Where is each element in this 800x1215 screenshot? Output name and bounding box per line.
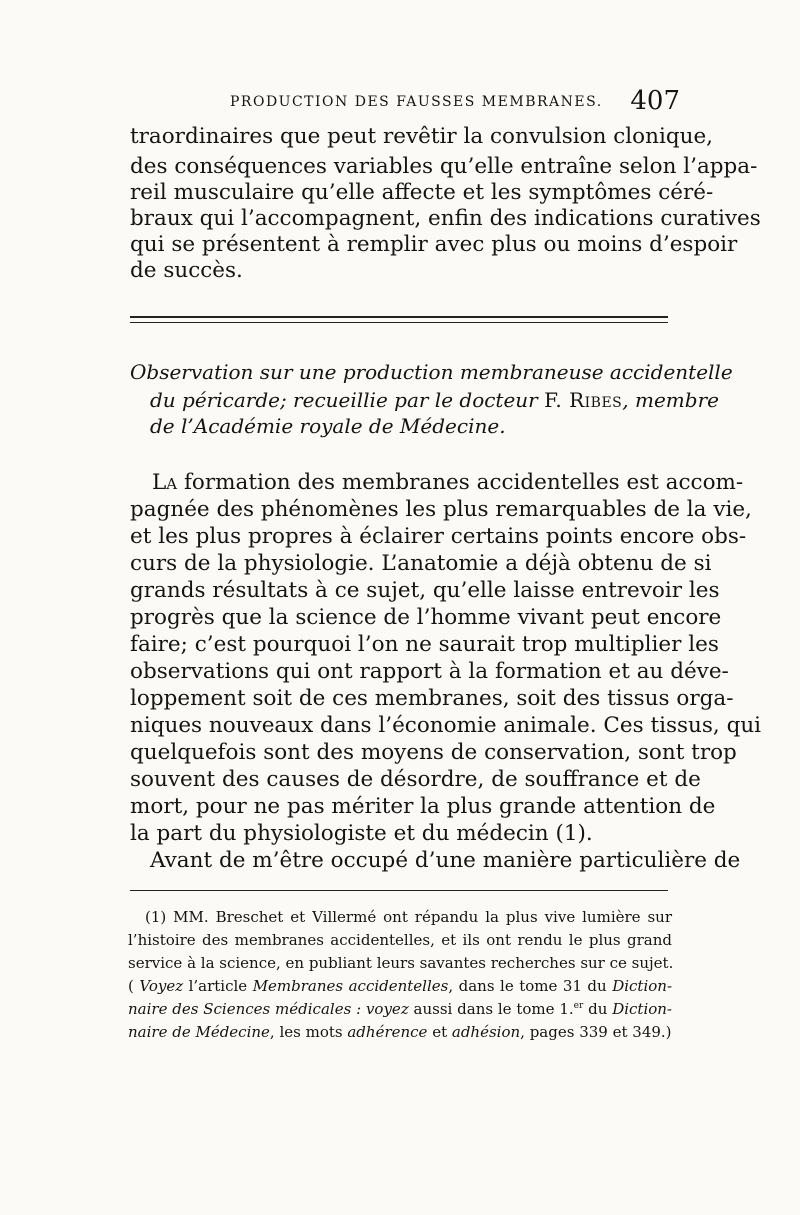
opening-word: La [152,470,178,495]
body-line: grands résultats à ce sujet, qu’elle laisse entrevoir les [130,578,720,603]
footnote-italic: Voyez [139,977,184,995]
footnote-line: service à la science, en publiant leurs savantes recherches sur ce sujet. [128,954,674,972]
body-first-line [152,470,744,495]
section-rule-thin [130,322,668,323]
page-number: 407 [630,86,680,116]
article-title-line: Observation sur une production membraneuse accidentelle [130,360,733,384]
previous-paragraph-line: des conséquences variables qu’elle entraîne selon l’appa- [130,154,758,179]
footnote-text: , les mots [269,1023,348,1041]
body-line: mort, pour ne pas mériter la plus grande attention de [130,794,716,819]
footnote-line [128,1000,672,1018]
footnote-italic: Membranes accidentelles [252,977,449,995]
footnote-superscript: er [573,1001,584,1011]
body-line: niques nouveaux dans l’économie animale. Ces tissus, qui [130,713,762,738]
body-line: quelquefois sont des moyens de conservation, sont trop [130,740,737,765]
previous-paragraph-line: qui se présentent à remplir avec plus ou moins d’espoir [130,232,738,257]
body-line: la part du physiologiste et du médecin (1). [130,821,593,846]
previous-paragraph-line: traordinaires que peut revêtir la convulsion clonique, [130,124,713,149]
footnote-line [128,977,672,995]
body-line: faire; c’est pourquoi l’on ne saurait trop multiplier les [130,632,719,657]
footnote-italic: naire des Sciences médicales : voyez [128,1000,409,1018]
footnote-italic: naire de Médecine [128,1023,270,1041]
body-line: pagnée des phénomènes les plus remarquables de la vie, [130,497,752,522]
body-line: et les plus propres à éclairer certains points encore obs- [130,524,747,549]
footnote-italic: Diction- [612,1000,672,1018]
previous-paragraph-line: reil musculaire qu’elle affecte et les symptômes céré- [130,180,714,205]
footnote-text: l’article [183,977,253,995]
footnote-text: , dans le tome 31 du [448,977,613,995]
article-title-line [150,388,719,412]
body-line: progrès que la science de l’homme vivant peut encore [130,605,722,630]
article-title-text: du péricarde; recueillie par le docteur [150,388,545,412]
footnote-text: ( [128,977,140,995]
body-first-line-text: formation des membranes accidentelles est accom- [177,470,744,495]
body-line: loppement soit de ces membranes, soit des tissus orga- [130,686,734,711]
footnote-line: l’histoire des membranes accidentelles, et ils ont rendu le plus grand [128,931,672,949]
footnote-italic: adhésion [451,1023,521,1041]
footnote-italic: Diction- [612,977,673,995]
next-paragraph-line: Avant de m’être occupé d’une manière particulière de [150,848,741,873]
footnote-line: (1) MM. Breschet et Villermé ont répandu la plus vive lumière sur [145,908,672,926]
previous-paragraph-line: de succès. [130,258,243,283]
footnote-rule [130,890,668,891]
article-title-text: , membre [622,388,719,412]
footnote-text: et [427,1023,452,1041]
body-line: curs de la physiologie. L’anatomie a déjà obtenu de si [130,551,712,576]
footnote-italic: adhérence [347,1023,428,1041]
section-rule-thick [130,316,668,318]
body-line: souvent des causes de désordre, de souffrance et de [130,767,701,792]
footnote-text: aussi dans le tome 1. [408,1000,574,1018]
footnote-line [128,1023,672,1041]
running-title: PRODUCTION DES FAUSSES MEMBRANES. [230,94,603,110]
body-line: observations qui ont rapport à la formation et au déve- [130,659,729,684]
footnote-text: du [583,1000,613,1018]
previous-paragraph-line: braux qui l’accompagnent, enfin des indications curatives [130,206,761,231]
article-title-line: de l’Académie royale de Médecine. [150,414,506,438]
author-name: F. Ribes [544,388,623,412]
footnote-text: , pages 339 et 349.) [520,1023,672,1041]
running-head [230,86,680,118]
